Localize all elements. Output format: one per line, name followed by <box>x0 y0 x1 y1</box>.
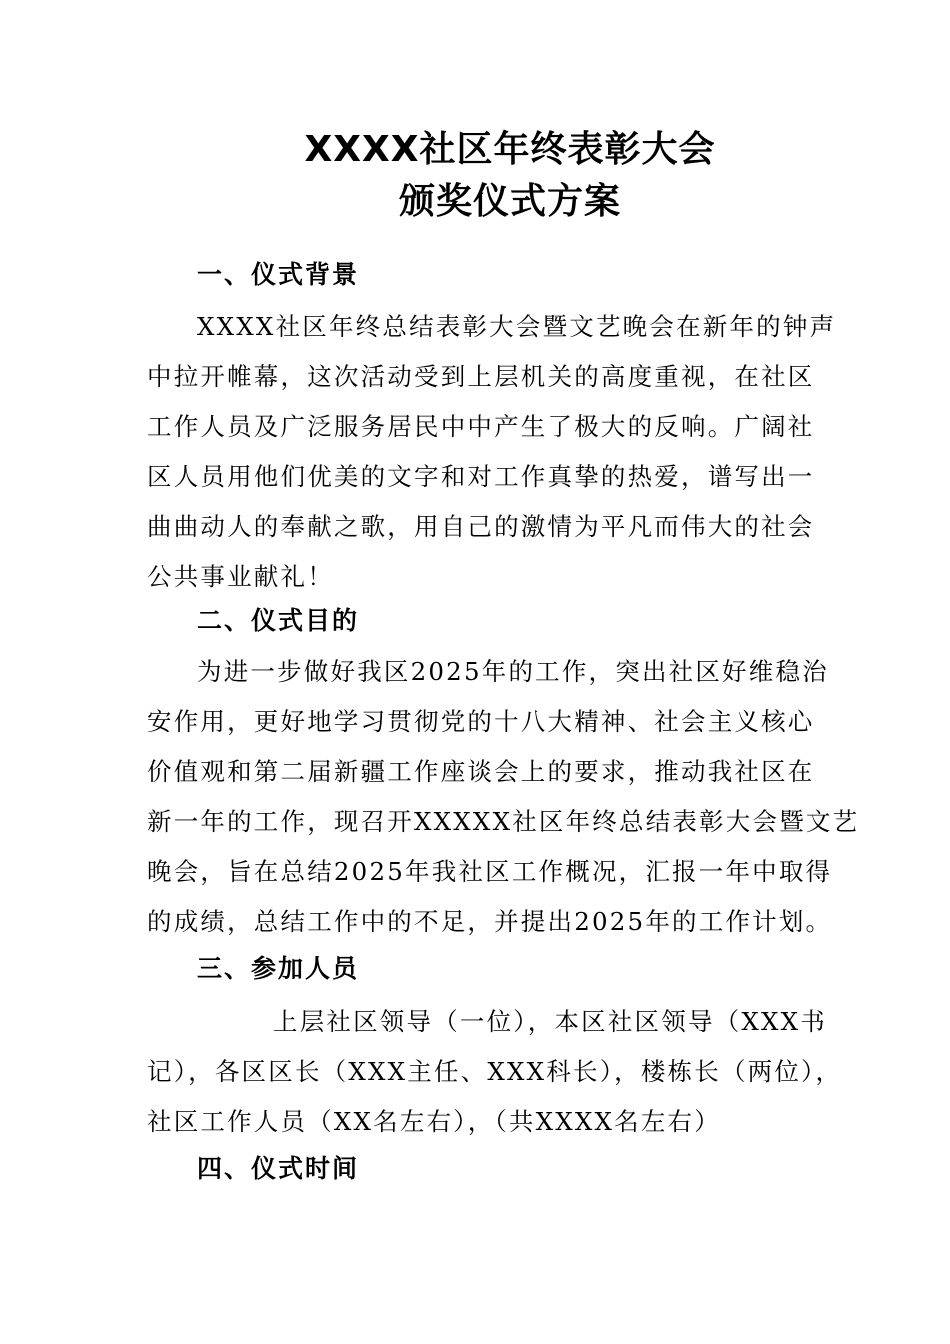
paragraph-line: 区人员用他们优美的文字和对工作真挚的热爱，谱写出一 <box>147 462 815 491</box>
paragraph-line: 的成绩，总结工作中的不足，并提出2025年的工作计划。 <box>147 907 833 936</box>
document-title-line-1: XXXX社区年终表彰大会 <box>304 129 716 170</box>
paragraph-line: 晚会，旨在总结2025年我社区工作概况，汇报一年中取得 <box>147 857 833 886</box>
paragraph-line: 新一年的工作，现召开XXXXX社区年终总结表彰大会暨文艺 <box>147 807 860 836</box>
paragraph-line: 公共事业献礼！ <box>147 562 334 591</box>
document-title-line-2: 颁奖仪式方案 <box>398 181 621 222</box>
paragraph-line: 为进一步做好我区2025年的工作，突出社区好维稳治 <box>197 657 829 686</box>
section-heading-participants: 三、参加人员 <box>197 954 360 983</box>
paragraph-line: 中拉开帷幕，这次活动受到上层机关的高度重视，在社区 <box>147 362 815 391</box>
section-body-participants <box>147 997 843 1147</box>
section-heading-background: 一、仪式背景 <box>197 260 360 289</box>
section-body-purpose <box>147 647 860 947</box>
section-heading-time: 四、仪式时间 <box>197 1154 360 1183</box>
paragraph-line: 价值观和第二届新疆工作座谈会上的要求，推动我社区在 <box>147 757 815 786</box>
section-body-background <box>147 302 837 602</box>
paragraph-line: 工作人员及广泛服务居民中中产生了极大的反响。广阔社 <box>147 412 815 441</box>
paragraph-line: 上层社区领导（一位），本区社区领导（XXX书 <box>273 1007 827 1036</box>
section-heading-purpose: 二、仪式目的 <box>197 606 360 635</box>
paragraph-line: 曲曲动人的奉献之歌，用自己的激情为平凡而伟大的社会 <box>147 512 815 541</box>
paragraph-line: 记），各区区长（XXX主任、XXX科长），楼栋长（两位）， <box>147 1057 843 1086</box>
paragraph-line: 安作用，更好地学习贯彻党的十八大精神、社会主义核心 <box>147 707 815 736</box>
paragraph-line: XXXX社区年终总结表彰大会暨文艺晚会在新年的钟声 <box>197 312 837 341</box>
paragraph-line: 社区工作人员（XX名左右），（共XXXX名左右） <box>147 1107 721 1136</box>
